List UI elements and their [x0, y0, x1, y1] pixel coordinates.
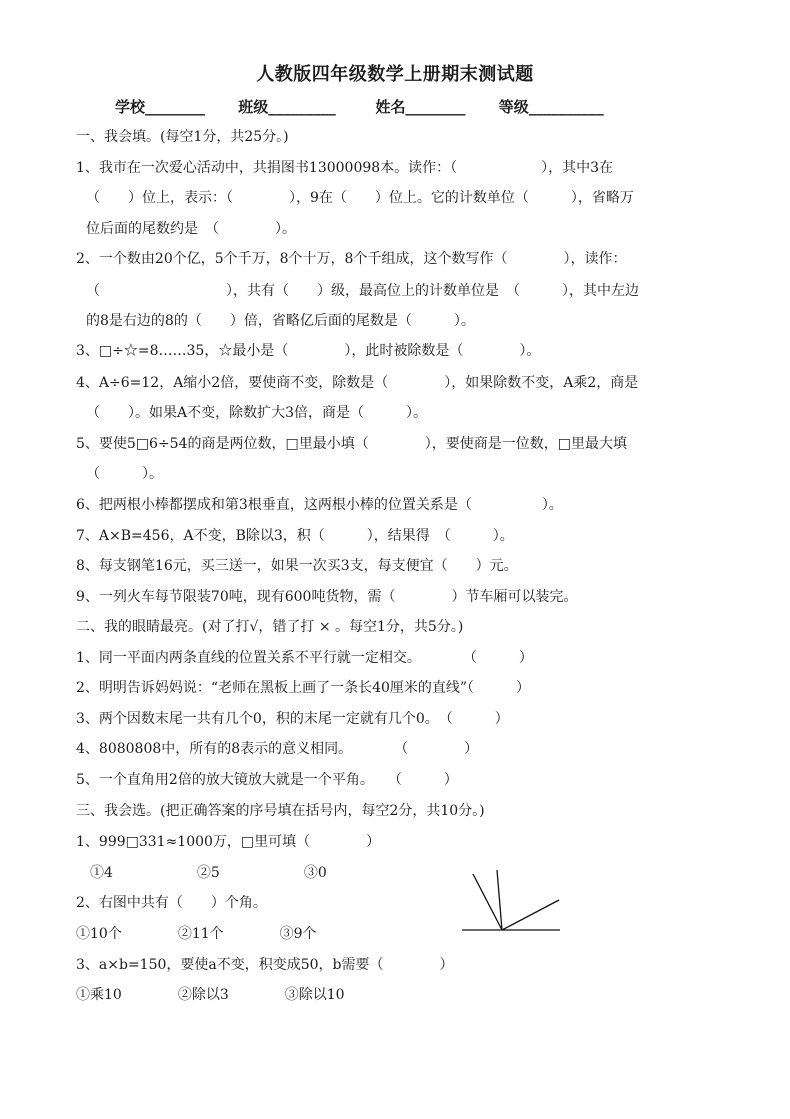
question-1-1-line-3: 位后面的尾数约是 （ ）。 — [86, 221, 296, 237]
class-field: 班级_________ — [238, 98, 336, 116]
question-1-1-line-2: （ ）位上，表示：（ ），9在（ ）位上。它的计数单位（ ），省略万 — [86, 190, 634, 206]
question-1-5-line-1: 5、要使5□6÷54的商是两位数，□里最小填（ ），要使商是一位数，□里最大填 — [76, 436, 627, 452]
question-1-5-line-2: （ ）。 — [86, 466, 163, 482]
question-1-4-line-1: 4、A÷6=12，A缩小2倍，要使商不变，除数是（ ），如果除数不变，A乘2，商是 — [76, 375, 639, 391]
question-2-3: 3、两个因数末尾一共有几个0，积的末尾一定就有几个0。 （ ） — [76, 711, 509, 727]
question-2-2: 2、明明告诉妈妈说：“老师在黑板上画了一条长40厘米的直线”（ ） — [76, 680, 531, 696]
question-1-9: 9、一列火车每节限装70吨，现有600吨货物，需（ ）节车厢可以装完。 — [76, 589, 578, 605]
question-1-2-line-3: 的8是右边的8的（ ）倍，省略亿后面的尾数是（ ）。 — [86, 313, 475, 329]
question-2-1: 1、同一平面内两条直线的位置关系不平行就一定相交。 （ ） — [76, 650, 533, 666]
question-1-8: 8、每支钢笔16元，买三送一，如果一次买3支，每支便宜（ ）元。 — [76, 558, 518, 574]
question-1-2-line-1: 2、一个数由20个亿，5个千万，8个十万，8个千组成，这个数写作（ ），读作： — [76, 251, 627, 267]
diagram-ray-3 — [502, 900, 559, 930]
name-field: 姓名________ — [375, 98, 466, 116]
question-3-2-options: ①10个 ②11个 ③9个 — [76, 926, 317, 942]
school-field: 学校________ — [115, 98, 206, 116]
question-1-2-line-2: （ ），共有（ ）级，最高位上的计数单位是 （ ），其中左边 — [86, 283, 639, 299]
question-1-4-line-2: （ ）。如果A不变，除数扩大3倍，商是（ ）。 — [86, 405, 428, 421]
section-3-heading: 三、我会选。(把正确答案的序号填在括号内，每空2分，共10分。) — [76, 803, 485, 819]
question-1-6: 6、把两根小棒都摆成和第3根垂直，这两根小棒的位置关系是（ ）。 — [76, 497, 563, 513]
angle-diagram — [462, 868, 572, 938]
question-3-1-options: ①4 ②5 ③0 — [76, 865, 327, 881]
question-3-2: 2、右图中共有（ ）个角。 — [76, 895, 267, 911]
section-2-heading: 二、我的眼睛最亮。(对了打√，错了打 × 。每空1分，共5分。) — [76, 619, 464, 635]
question-3-3: 3、a×b=150，要使a不变，积变成50，b需要（ ） — [76, 957, 454, 973]
question-1-3: 3、□÷☆=8……35，☆最小是（ ），此时被除数是（ ）。 — [76, 343, 541, 359]
question-1-7: 7、A×B=456，A不变，B除以3，积（ ），结果得 （ ）。 — [76, 528, 514, 544]
section-1-heading: 一、我会填。(每空1分，共25分。) — [76, 129, 289, 145]
question-3-3-options: ①乘10 ②除以3 ③除以10 — [76, 987, 345, 1003]
question-2-4: 4、8080808中，所有的8表示的意义相同。 （ ） — [76, 741, 479, 757]
student-info-row — [115, 96, 715, 117]
question-2-5: 5、一个直角用2倍的放大镜放大就是一个平角。 （ ） — [76, 772, 458, 788]
question-1-1-line-1: 1、我市在一次爱心活动中，共捐图书13000098本。读作：（ ），其中3在 — [76, 160, 614, 176]
question-3-1: 1、999□331≈1000万，□里可填（ ） — [76, 834, 381, 850]
page-title: 人教版四年级数学上册期末测试题 — [256, 64, 534, 85]
grade-field: 等级__________ — [498, 98, 604, 116]
